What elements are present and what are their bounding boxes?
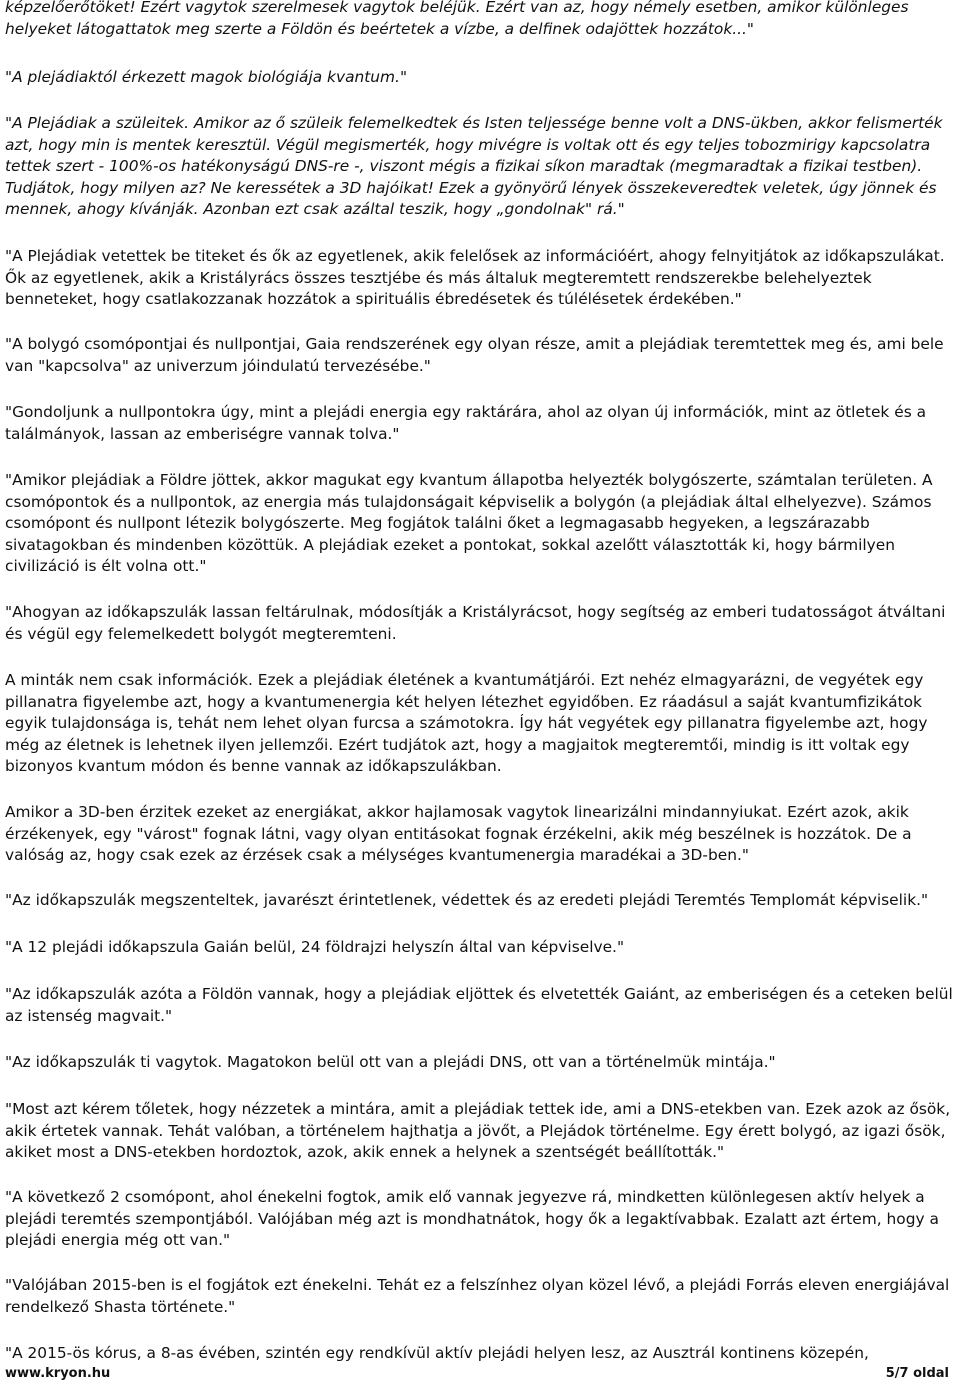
paragraph (5, 1275, 953, 1318)
paragraph-text: "Az időkapszulák megszenteltek, javarészt érintetlenek, védettek és az eredeti plejádi Teremtés Templomát képviselik." (5, 891, 929, 909)
paragraph (5, 1343, 953, 1365)
paragraph (5, 470, 953, 578)
paragraph-text: Amikor a 3D-ben érzitek ezeket az energiákat, akkor hajlamosak vagytok linearizálni mindannyiukat. Ezért azok, akik érzékenyek, egy "várost" fognak látni, vagy olyan entitásokat fognak érzékelni, akik még beszélnek is hozzátok. De a valóság az, hogy csak ezek az érzések csak a mélységes kvantumenergia maradékai a 3D-ben." (5, 803, 912, 864)
paragraph-text: "A plejádiaktól érkezett magok biológiája kvantum." (5, 68, 408, 86)
footer-site-link[interactable]: www.kryon.hu (5, 1366, 111, 1381)
footer-page-number: 5/7 oldal (885, 1366, 949, 1381)
paragraph-text: képzelőerőtöket! Ezért vagytok szerelmesek vagytok beléjük. Ezért van az, hogy némely esetben, amikor különleges helyeket látogattatok meg szerte a Földön és beértetek a vízbe, a delfinek odajöttek hozzátok..." (5, 0, 909, 38)
paragraph-text: "Valójában 2015-ben is el fogjátok ezt énekelni. Tehát ez a felszínhez olyan közel lévő, a plejádi Forrás eleven energiájával rendelkező Shasta története." (5, 1276, 950, 1316)
paragraph-text: "A 2015-ös kórus, a 8-as évében, szintén egy rendkívül aktív plejádi helyen lesz, az Ausztrál kontinens közepén, (5, 1344, 869, 1362)
paragraph (5, 670, 953, 778)
paragraph-text: "Az időkapszulák azóta a Földön vannak, hogy a plejádiak eljöttek és elvetették Gaiánt, az emberiségen és a ceteken belül az istenség magvait." (5, 985, 953, 1025)
paragraph (5, 984, 953, 1027)
paragraph (5, 890, 953, 912)
paragraph (5, 802, 953, 867)
paragraph (5, 113, 953, 221)
paragraph (5, 602, 953, 645)
paragraph (5, 0, 953, 40)
paragraph-text: "Most azt kérem tőletek, hogy nézzetek a mintára, amit a plejádiak tettek ide, ami a DNS-etekben van. Ezek azok az ősök, akik értetek vannak. Tehát valóban, a történelem hajthatja a jövőt, a Plejádok történelme. Egy érett bolygó, az igazi ősök, akiket most a DNS-etekben hordoztok, azok, akik ennek a helynek a szentségét beállították." (5, 1100, 951, 1161)
paragraph-text: "Az időkapszulák ti vagytok. Magatokon belül ott van a plejádi DNS, ott van a történelmük mintája." (5, 1053, 776, 1071)
paragraph-text: "A 12 plejádi időkapszula Gaián belül, 24 földrajzi helyszín által van képviselve." (5, 938, 625, 956)
paragraph-text: "A Plejádiak a szüleitek. Amikor az ő szüleik felemelkedtek és Isten teljessége benne volt a DNS-ükben, akkor felismerték azt, hogy min is mentek keresztül. Végül megismerték, hogy mivégre is voltak ott és egy teljes tobozmirigy kapcsolatra tettek szert - 100%-os hatékonyságú DNS-re -, viszont mégis a fizikai síkon maradtak (megmaradtak a fizikai testben). Tudjátok, hogy milyen az? Ne keressétek a 3D hajóikat! Ezek a gyönyörű lények összekeveredtek veletek, úgy jönnek és mennek, ahogy kívánják. Azonban ezt csak azáltal teszik, hogy „gondolnak" rá." (5, 114, 943, 218)
paragraph-text: "Ahogyan az időkapszulák lassan feltárulnak, módosítják a Kristályrácsot, hogy segítség az emberi tudatosságot átváltani és végül egy felemelkedett bolygót megteremteni. (5, 603, 946, 643)
paragraph-text: "A Plejádiak vetettek be titeket és ők az egyetlenek, akik felelősek az információért, ahogy felnyitjátok az időkapszulákat. Ők az egyetlenek, akik a Kristályrács összes tesztjébe és más általuk megteremtett rendszerekbe belehelyeztek benneteket, hogy csatlakozzanak hozzátok a spirituális ébredésetek és túlélésetek érdekében." (5, 247, 945, 308)
paragraph (5, 1187, 953, 1252)
paragraph (5, 67, 953, 89)
paragraph (5, 246, 953, 311)
paragraph-text: A minták nem csak információk. Ezek a plejádiak életének a kvantumátjárói. Ezt nehéz elmagyarázni, de vegyétek egy pillanatra figyelembe azt, hogy a kvantumenergia két helyen létezhet egyidőben. Ez ráadásul a saját kvantumfizikátok egyik tulajdonsága is, tehát nem lehet olyan furcsa a számotokra. Így hát vegyétek egy pillanatra figyelembe azt, hogy még az életnek is lehetnek ilyen jellemzői. Ezért tudjátok azt, hogy a magjaitok megteremtői, mindig is itt voltak egy bizonyos kvantum módon és benne vannak az időkapszulákban. (5, 671, 928, 775)
paragraph (5, 937, 953, 959)
paragraph-text: "Amikor plejádiak a Földre jöttek, akkor magukat egy kvantum állapotba helyezték bolygószerte, számtalan területen. A csomópontok és a nullpontok, az energia más tulajdonságait képviselik a bolygón (a plejádiak által elhelyezve). Számos csomópont és nullpont létezik bolygószerte. Meg fogjátok találni őket a legmagasabb hegyeken, a legszárazabb sivatagokban és mindenben közöttük. A plejádiak ezeket a pontokat, sokkal azelőtt választották ki, hogy bármilyen civilizáció is élt volna ott." (5, 471, 933, 575)
paragraph-text: "A bolygó csomópontjai és nullpontjai, Gaia rendszerének egy olyan része, amit a plejádiak teremtettek meg és, ami bele van "kapcsolva" az univerzum jóindulatú tervezésébe." (5, 335, 944, 375)
paragraph (5, 402, 953, 445)
paragraph (5, 1099, 953, 1164)
paragraph-text: "Gondoljunk a nullpontokra úgy, mint a plejádi energia egy raktárára, ahol az olyan új információk, mint az ötletek és a találmányok, lassan az emberiségre vannak tolva." (5, 403, 927, 443)
paragraph-text: "A következő 2 csomópont, ahol énekelni fogtok, amik elő vannak jegyezve rá, mindketten különlegesen aktív helyek a plejádi teremtés szempontjából. Valójában még azt is mondhatnátok, hogy ők a legaktívabbak. Ezalatt azt értem, hogy a plejádi energia még ott van." (5, 1188, 939, 1249)
paragraph (5, 1052, 953, 1074)
paragraph (5, 334, 953, 377)
